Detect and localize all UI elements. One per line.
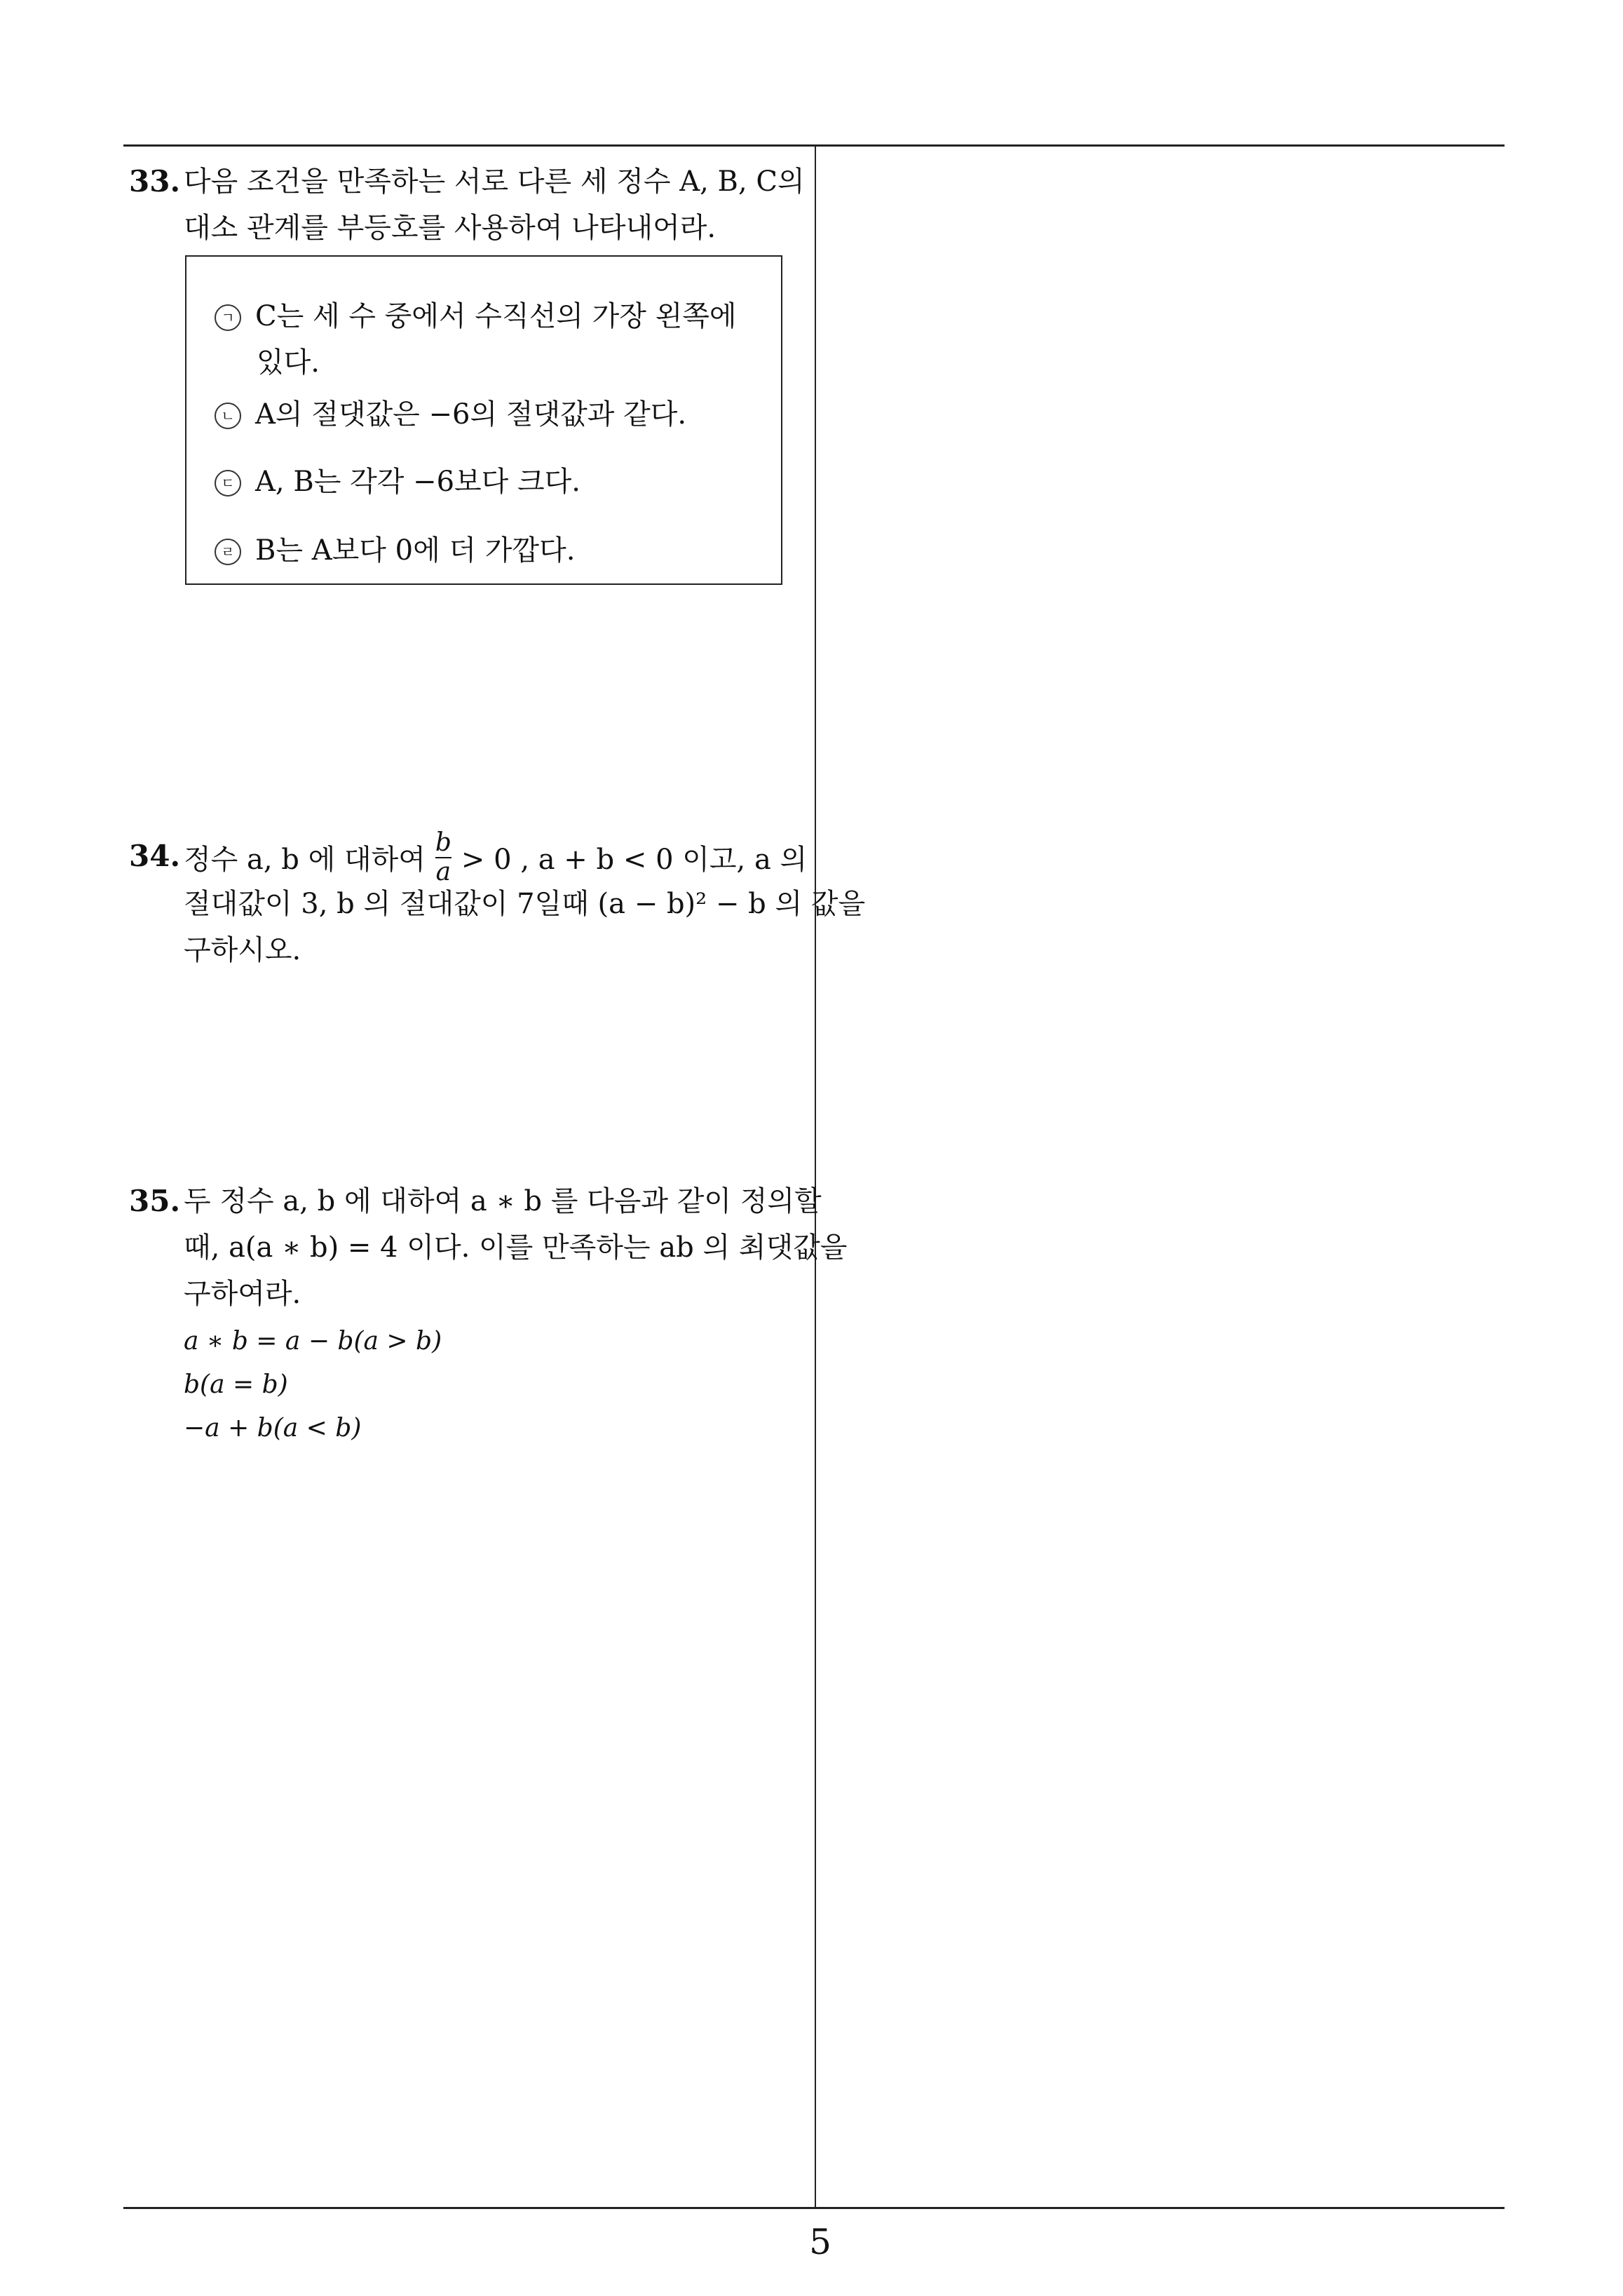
problem-33: [129, 158, 805, 621]
conditions-box: [185, 255, 782, 585]
condition-mark: ㄷ: [215, 470, 241, 497]
fraction-b-over-a: [435, 829, 451, 886]
bottom-rule: [123, 2207, 1505, 2209]
condition-4: [215, 527, 575, 574]
condition-mark: ㄱ: [215, 304, 241, 331]
problem-35: [129, 1178, 848, 1459]
problem-text-line: 때, a(a ∗ b) = 4 이다. 이를 만족하는 ab 의 최댓값을: [184, 1231, 848, 1264]
problem-text-line: 절대값이 3, b 의 절대값이 7일때 (a − b)² − b 의 값을: [184, 888, 866, 920]
condition-text: C는 세 수 중에서 수직선의 가장 왼쪽에: [255, 300, 737, 332]
condition-text: A, B는 각각 −6보다 크다.: [255, 466, 581, 498]
problem-text-line: 구하시오.: [184, 934, 301, 966]
condition-mark: ㄹ: [215, 539, 241, 565]
problem-text-line: 대소 관계를 부등호를 사용하여 나타내어라.: [184, 212, 717, 244]
fraction-numerator: b: [435, 828, 451, 857]
problem-number: 34.: [129, 839, 181, 873]
condition-1: [215, 293, 737, 339]
top-rule: [123, 144, 1505, 147]
problem-34: [129, 826, 866, 980]
condition-mark: ㄴ: [215, 403, 241, 429]
problem-text-line: 다음 조건을 만족하는 서로 다른 세 정수 A, B, C의: [184, 166, 805, 198]
condition-1-continued: 있다.: [257, 346, 320, 379]
condition-text: A의 절댓값은 −6의 절댓값과 같다.: [255, 398, 687, 431]
condition-3: [215, 459, 580, 505]
condition-text: B는 A보다 0에 더 가깝다.: [255, 534, 576, 567]
problem-text-line: 구하여라.: [184, 1278, 301, 1310]
definition-line: −a + b(a < b): [184, 1414, 362, 1443]
problem-number: 33.: [129, 164, 181, 198]
text-segment: 정수 a, b 에 대하여: [184, 844, 426, 876]
text-segment: > 0 , a + b < 0 이고, a 의: [461, 844, 808, 876]
page-number: 5: [809, 2222, 831, 2262]
problem-number: 35.: [129, 1184, 181, 1218]
column-divider: [815, 144, 816, 2207]
problem-text-line: 두 정수 a, b 에 대하여 a ∗ b 를 다음과 같이 정의할: [184, 1185, 822, 1217]
definition-line: a ∗ b = a − b(a > b): [184, 1327, 442, 1356]
fraction-denominator: a: [435, 858, 451, 886]
condition-2: [215, 391, 686, 438]
definition-line: b(a = b): [184, 1370, 288, 1399]
